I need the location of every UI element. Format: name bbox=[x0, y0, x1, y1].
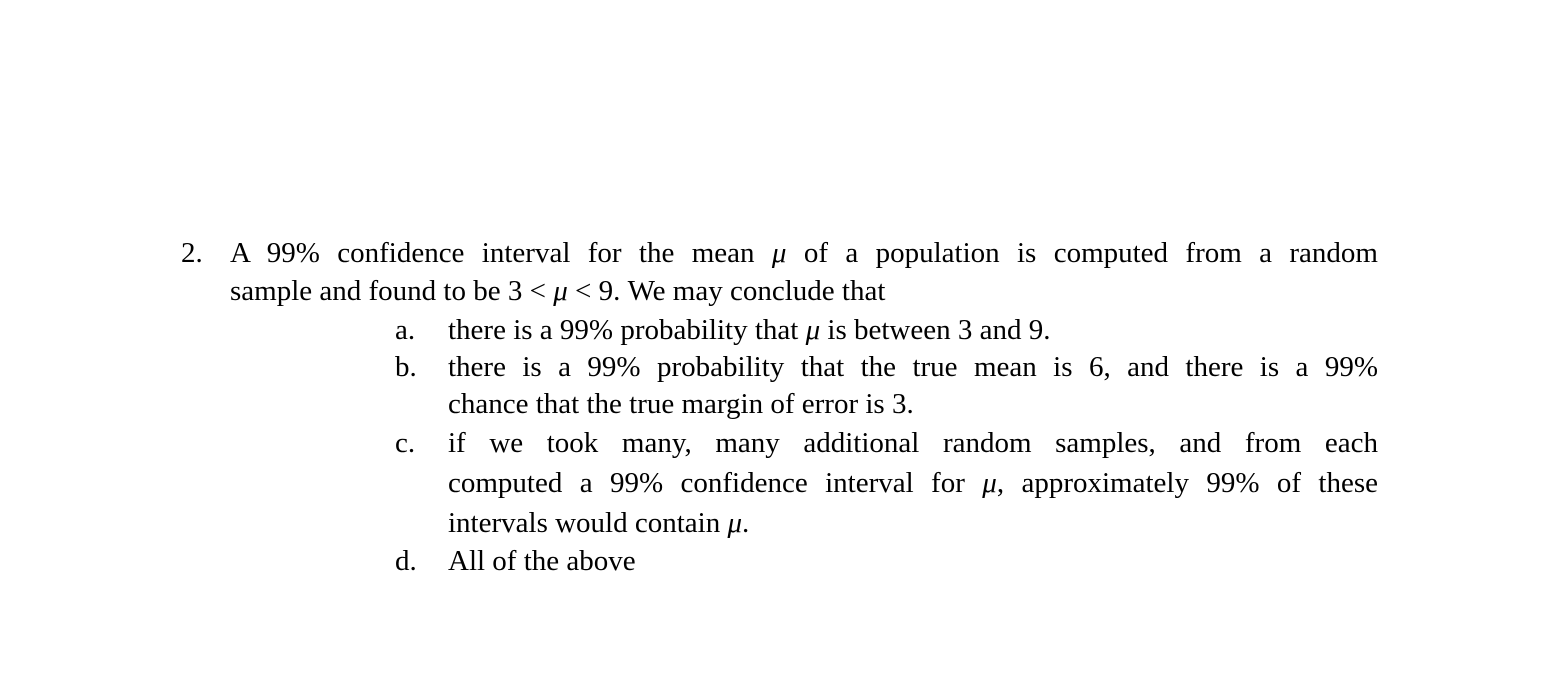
option-text bbox=[448, 423, 1378, 543]
answer-options bbox=[395, 312, 1378, 580]
option-a[interactable] bbox=[395, 312, 1378, 349]
question-stem-line: A 99% confidence interval for the mean μ of a population is computed from a random bbox=[230, 237, 1378, 269]
option-text bbox=[448, 349, 1378, 423]
question-stem bbox=[230, 234, 1378, 310]
option-letter: a. bbox=[395, 314, 416, 346]
question-stem-line: sample and found to be 3 < μ < 9. We may conclude that bbox=[230, 275, 886, 307]
option-line: chance that the true margin of error is 3. bbox=[448, 388, 914, 420]
option-c[interactable] bbox=[395, 423, 1378, 543]
option-b[interactable] bbox=[395, 349, 1378, 423]
mu-symbol: μ bbox=[982, 467, 997, 499]
option-letter: b. bbox=[395, 351, 417, 383]
mu-symbol: μ bbox=[771, 237, 787, 269]
option-letter: c. bbox=[395, 427, 416, 459]
option-d[interactable] bbox=[395, 543, 1378, 580]
option-line: there is a 99% probability that the true mean is 6, and there is a 99% bbox=[448, 351, 1378, 383]
option-line: if we took many, many additional random samples, and from each bbox=[448, 427, 1378, 459]
option-line: computed a 99% confidence interval for μ, approximately 99% of these bbox=[448, 467, 1378, 499]
option-letter: d. bbox=[395, 545, 417, 577]
question-number: 2. bbox=[181, 237, 203, 269]
option-line: there is a 99% probability that μ is between 3 and 9. bbox=[448, 314, 1051, 346]
option-text bbox=[448, 312, 1378, 349]
option-line: intervals would contain μ. bbox=[448, 507, 750, 539]
mu-symbol: μ bbox=[727, 507, 743, 539]
option-line: All of the above bbox=[448, 545, 636, 577]
option-text bbox=[448, 543, 1378, 580]
mu-symbol: μ bbox=[553, 275, 568, 307]
mu-symbol: μ bbox=[805, 314, 821, 346]
